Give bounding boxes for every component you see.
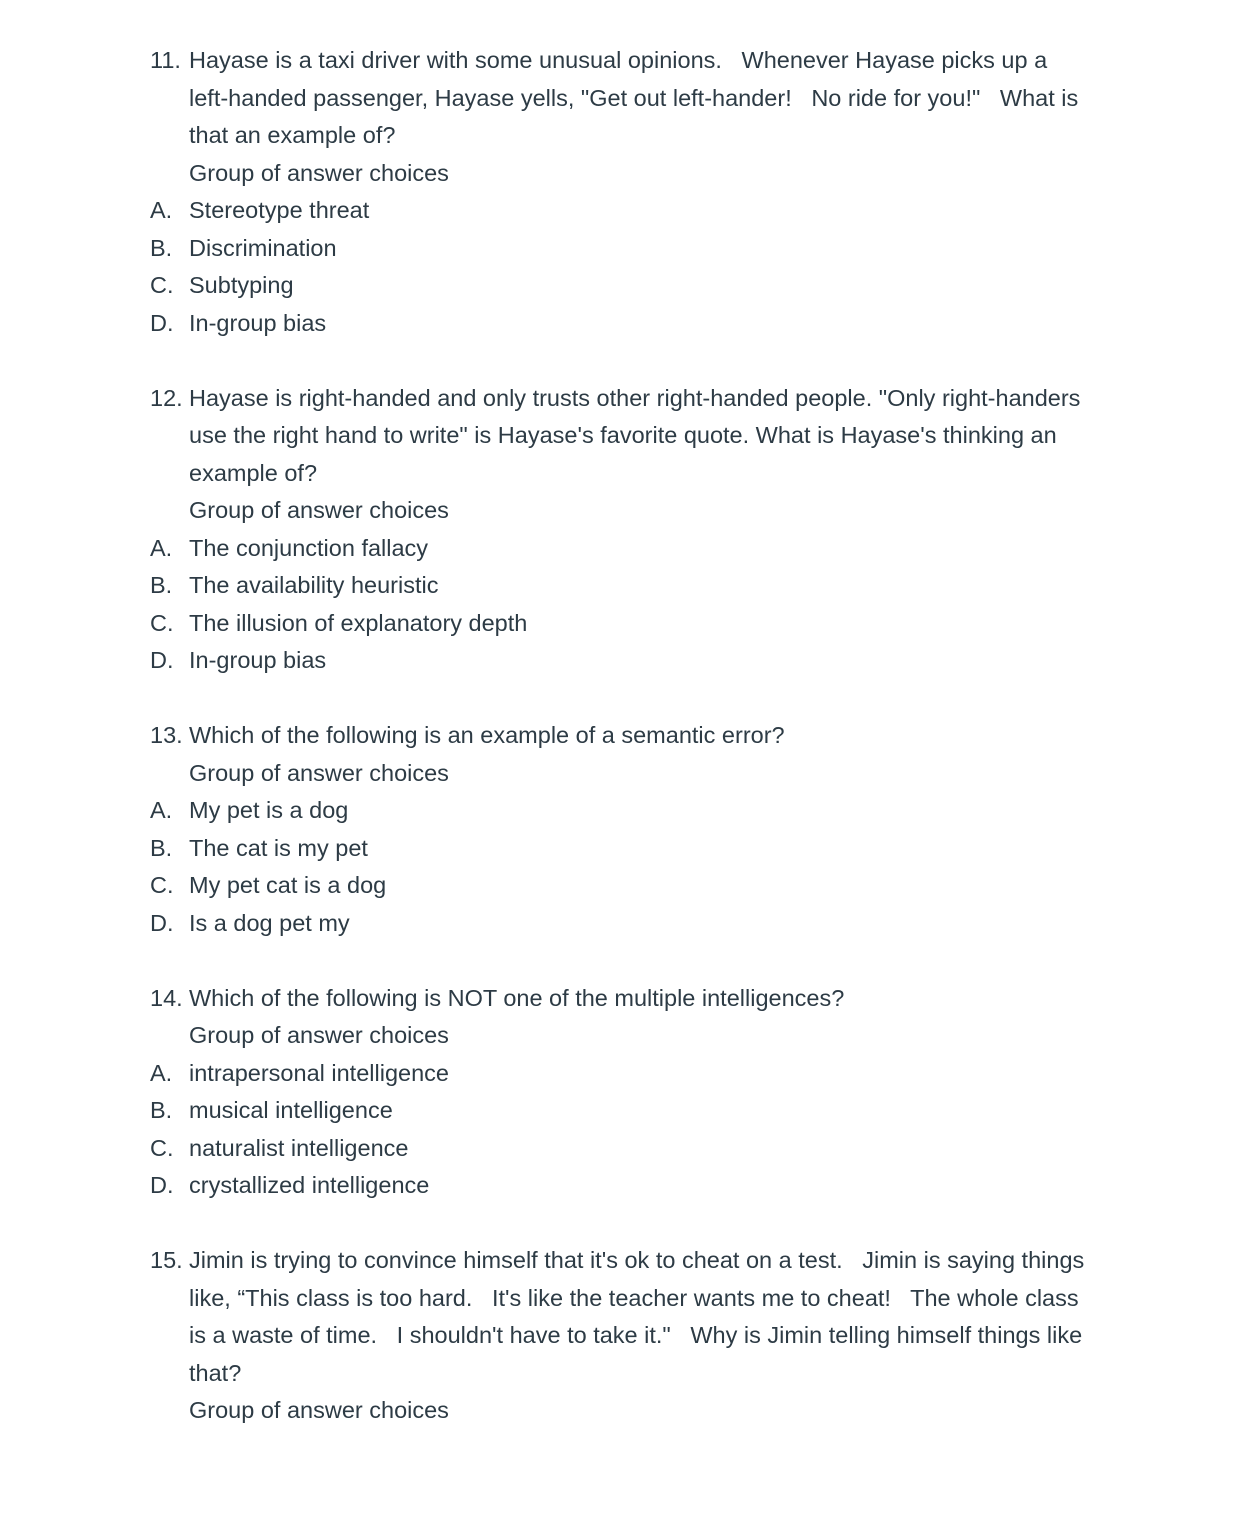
answer-choice[interactable] <box>150 305 1090 343</box>
answer-choice[interactable] <box>150 642 1090 680</box>
answer-choice[interactable] <box>150 567 1090 605</box>
question-row <box>150 980 1090 1018</box>
answer-group-label: Group of answer choices <box>189 1397 449 1423</box>
answer-choice[interactable] <box>150 830 1090 868</box>
question-row <box>150 717 1090 755</box>
answer-choice[interactable] <box>150 1092 1090 1130</box>
choice-text: The availability heuristic <box>189 572 439 598</box>
choice-text: My pet cat is a dog <box>189 872 387 898</box>
answer-choices <box>150 792 1090 942</box>
question-number: 11. <box>150 47 181 73</box>
choice-letter: C. <box>150 1134 174 1161</box>
answer-choice[interactable] <box>150 230 1090 268</box>
answer-choices <box>150 1055 1090 1205</box>
question-number: 14. <box>150 984 183 1011</box>
choice-letter: B. <box>150 1097 173 1123</box>
question-text: Jimin is trying to convince himself that it's ok to cheat on a test. Jimin is saying things like, “This class is too hard. It's like the teacher wants me to cheat! The whole class is a waste of time. I shouldn't have to take it." Why is Jimin telling himself things like that? <box>189 1247 1091 1386</box>
answer-group-label: Group of answer choices <box>189 159 449 186</box>
choice-text: My pet is a dog <box>189 797 349 823</box>
question-row <box>150 42 1090 155</box>
choice-text: naturalist intelligence <box>189 1134 409 1161</box>
answer-choice[interactable] <box>150 792 1090 830</box>
choice-text: The illusion of explanatory depth <box>189 609 528 636</box>
choice-text: In-group bias <box>189 647 327 673</box>
choice-letter: B. <box>150 572 173 598</box>
answer-choice[interactable] <box>150 905 1090 943</box>
answer-group-label: Group of answer choices <box>189 497 449 523</box>
question-row <box>150 380 1090 493</box>
choice-text: Subtyping <box>189 272 294 298</box>
question-number: 13. <box>150 722 183 748</box>
choice-text: Is a dog pet my <box>189 909 350 936</box>
answer-choice[interactable] <box>150 867 1090 905</box>
choice-text: musical intelligence <box>189 1097 393 1123</box>
question-text: Hayase is right-handed and only trusts other right-handed people. "Only right-handers use the right hand to write" is Hayase's favorite quote. What is Hayase's thinking an example of? <box>189 384 1087 486</box>
choice-letter: D. <box>150 647 174 673</box>
question-row <box>150 1242 1090 1392</box>
question-text: Which of the following is an example of a semantic error? <box>189 722 785 748</box>
question-12 <box>150 380 1090 680</box>
question-number: 15. <box>150 1247 183 1273</box>
answer-choice[interactable] <box>150 1130 1090 1168</box>
answer-group-label: Group of answer choices <box>189 759 449 786</box>
choice-letter: A. <box>150 797 173 823</box>
answer-choice[interactable] <box>150 192 1090 230</box>
answer-choice[interactable] <box>150 1167 1090 1205</box>
choice-letter: D. <box>150 909 174 936</box>
answer-group-label: Group of answer choices <box>189 1022 449 1048</box>
choice-letter: A. <box>150 1059 173 1086</box>
answer-choice[interactable] <box>150 530 1090 568</box>
choice-letter: C. <box>150 872 174 898</box>
choice-text: The conjunction fallacy <box>189 534 429 561</box>
choice-text: In-group bias <box>189 309 327 336</box>
choice-letter: C. <box>150 272 174 298</box>
choice-text: Discrimination <box>189 234 337 261</box>
choice-letter: D. <box>150 309 174 336</box>
choice-letter: D. <box>150 1172 174 1198</box>
choice-letter: A. <box>150 197 173 223</box>
choice-text: The cat is my pet <box>189 834 368 861</box>
choice-letter: B. <box>150 234 173 261</box>
choice-text: intrapersonal intelligence <box>189 1059 449 1086</box>
question-text: Which of the following is NOT one of the multiple intelligences? <box>189 984 845 1011</box>
choice-letter: A. <box>150 534 173 561</box>
question-number: 12. <box>150 384 183 411</box>
choice-text: crystallized intelligence <box>189 1172 430 1198</box>
answer-choices <box>150 192 1090 342</box>
question-15 <box>150 1242 1090 1430</box>
question-text: Hayase is a taxi driver with some unusual opinions. Whenever Hayase picks up a left-handed passenger, Hayase yells, "Get out left-hander! No ride for you!" What is that an example of? <box>189 47 1085 148</box>
choice-letter: B. <box>150 834 173 861</box>
answer-choices <box>150 530 1090 680</box>
quiz-document <box>150 42 1090 1467</box>
question-11 <box>150 42 1090 342</box>
answer-choice[interactable] <box>150 1055 1090 1093</box>
choice-letter: C. <box>150 609 174 636</box>
answer-choice[interactable] <box>150 267 1090 305</box>
question-13 <box>150 717 1090 942</box>
choice-text: Stereotype threat <box>189 197 370 223</box>
answer-choice[interactable] <box>150 605 1090 643</box>
question-14 <box>150 980 1090 1205</box>
